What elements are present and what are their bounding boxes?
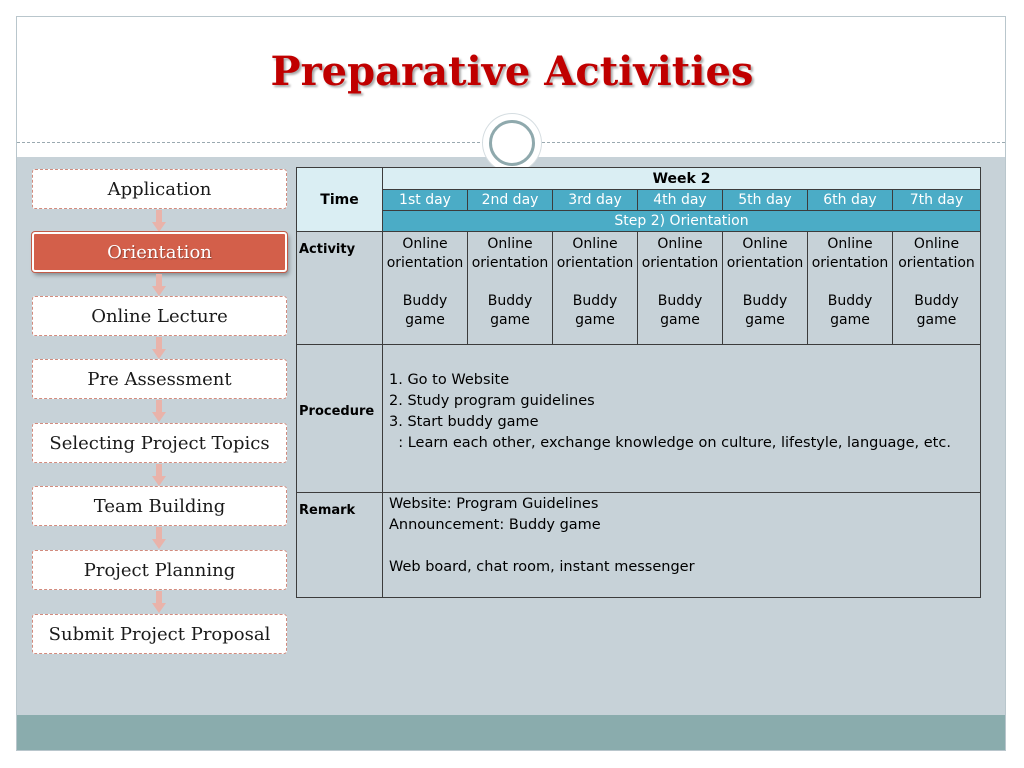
procedure-line: 2. Study program guidelines — [389, 392, 595, 409]
schedule-table — [296, 167, 981, 598]
day-header: 1st day — [383, 190, 468, 211]
procedure-label: Procedure — [297, 345, 383, 493]
down-arrow-icon — [152, 400, 166, 422]
procedure-cell — [383, 345, 981, 493]
procedure-line: : Learn each other, exchange knowledge on culture, lifestyle, language, etc. — [389, 434, 951, 451]
activity-label: Activity — [297, 232, 383, 345]
remark-line: Website: Program Guidelines — [389, 496, 599, 512]
activity-cell: Online orientation Buddy game — [468, 232, 553, 345]
time-header: Time — [297, 168, 383, 232]
activity-cell: Online orientation Buddy game — [638, 232, 723, 345]
down-arrow-icon — [152, 210, 166, 232]
remark-cell — [383, 493, 981, 598]
down-arrow-icon — [152, 464, 166, 486]
down-arrow-icon — [152, 274, 166, 296]
footer-bar — [17, 715, 1005, 750]
activity-cell: Online orientation Buddy game — [893, 232, 981, 345]
remark-label: Remark — [297, 493, 383, 598]
remark-line: Announcement: Buddy game — [389, 517, 601, 533]
flow-step-submit-project-proposal[interactable]: Submit Project Proposal — [32, 614, 287, 654]
procedure-line: 1. Go to Website — [389, 371, 510, 388]
day-header: 3rd day — [553, 190, 638, 211]
slide-title: Preparative Activities — [270, 48, 754, 95]
activity-cell: Online orientation Buddy game — [383, 232, 468, 345]
flow-step-project-planning[interactable]: Project Planning — [32, 550, 287, 590]
week-header: Week 2 — [383, 168, 981, 190]
procedure-line: 3. Start buddy game — [389, 413, 539, 430]
day-header: 4th day — [638, 190, 723, 211]
activity-cell: Online orientation Buddy game — [553, 232, 638, 345]
circle-ornament-icon — [483, 114, 541, 172]
flow-step-online-lecture[interactable]: Online Lecture — [32, 296, 287, 336]
flow-step-pre-assessment[interactable]: Pre Assessment — [32, 359, 287, 399]
day-header: 7th day — [893, 190, 981, 211]
down-arrow-icon — [152, 591, 166, 613]
day-header: 2nd day — [468, 190, 553, 211]
flow-step-orientation[interactable]: Orientation — [32, 232, 287, 272]
down-arrow-icon — [152, 337, 166, 359]
day-header: 6th day — [808, 190, 893, 211]
remark-line: Web board, chat room, instant messenger — [389, 559, 695, 575]
activity-cell: Online orientation Buddy game — [808, 232, 893, 345]
day-header: 5th day — [723, 190, 808, 211]
flow-step-team-building[interactable]: Team Building — [32, 486, 287, 526]
step-header: Step 2) Orientation — [383, 211, 981, 232]
flow-step-application[interactable]: Application — [32, 169, 287, 209]
flow-step-selecting-project-topics[interactable]: Selecting Project Topics — [32, 423, 287, 463]
activity-cell: Online orientation Buddy game — [723, 232, 808, 345]
down-arrow-icon — [152, 527, 166, 549]
